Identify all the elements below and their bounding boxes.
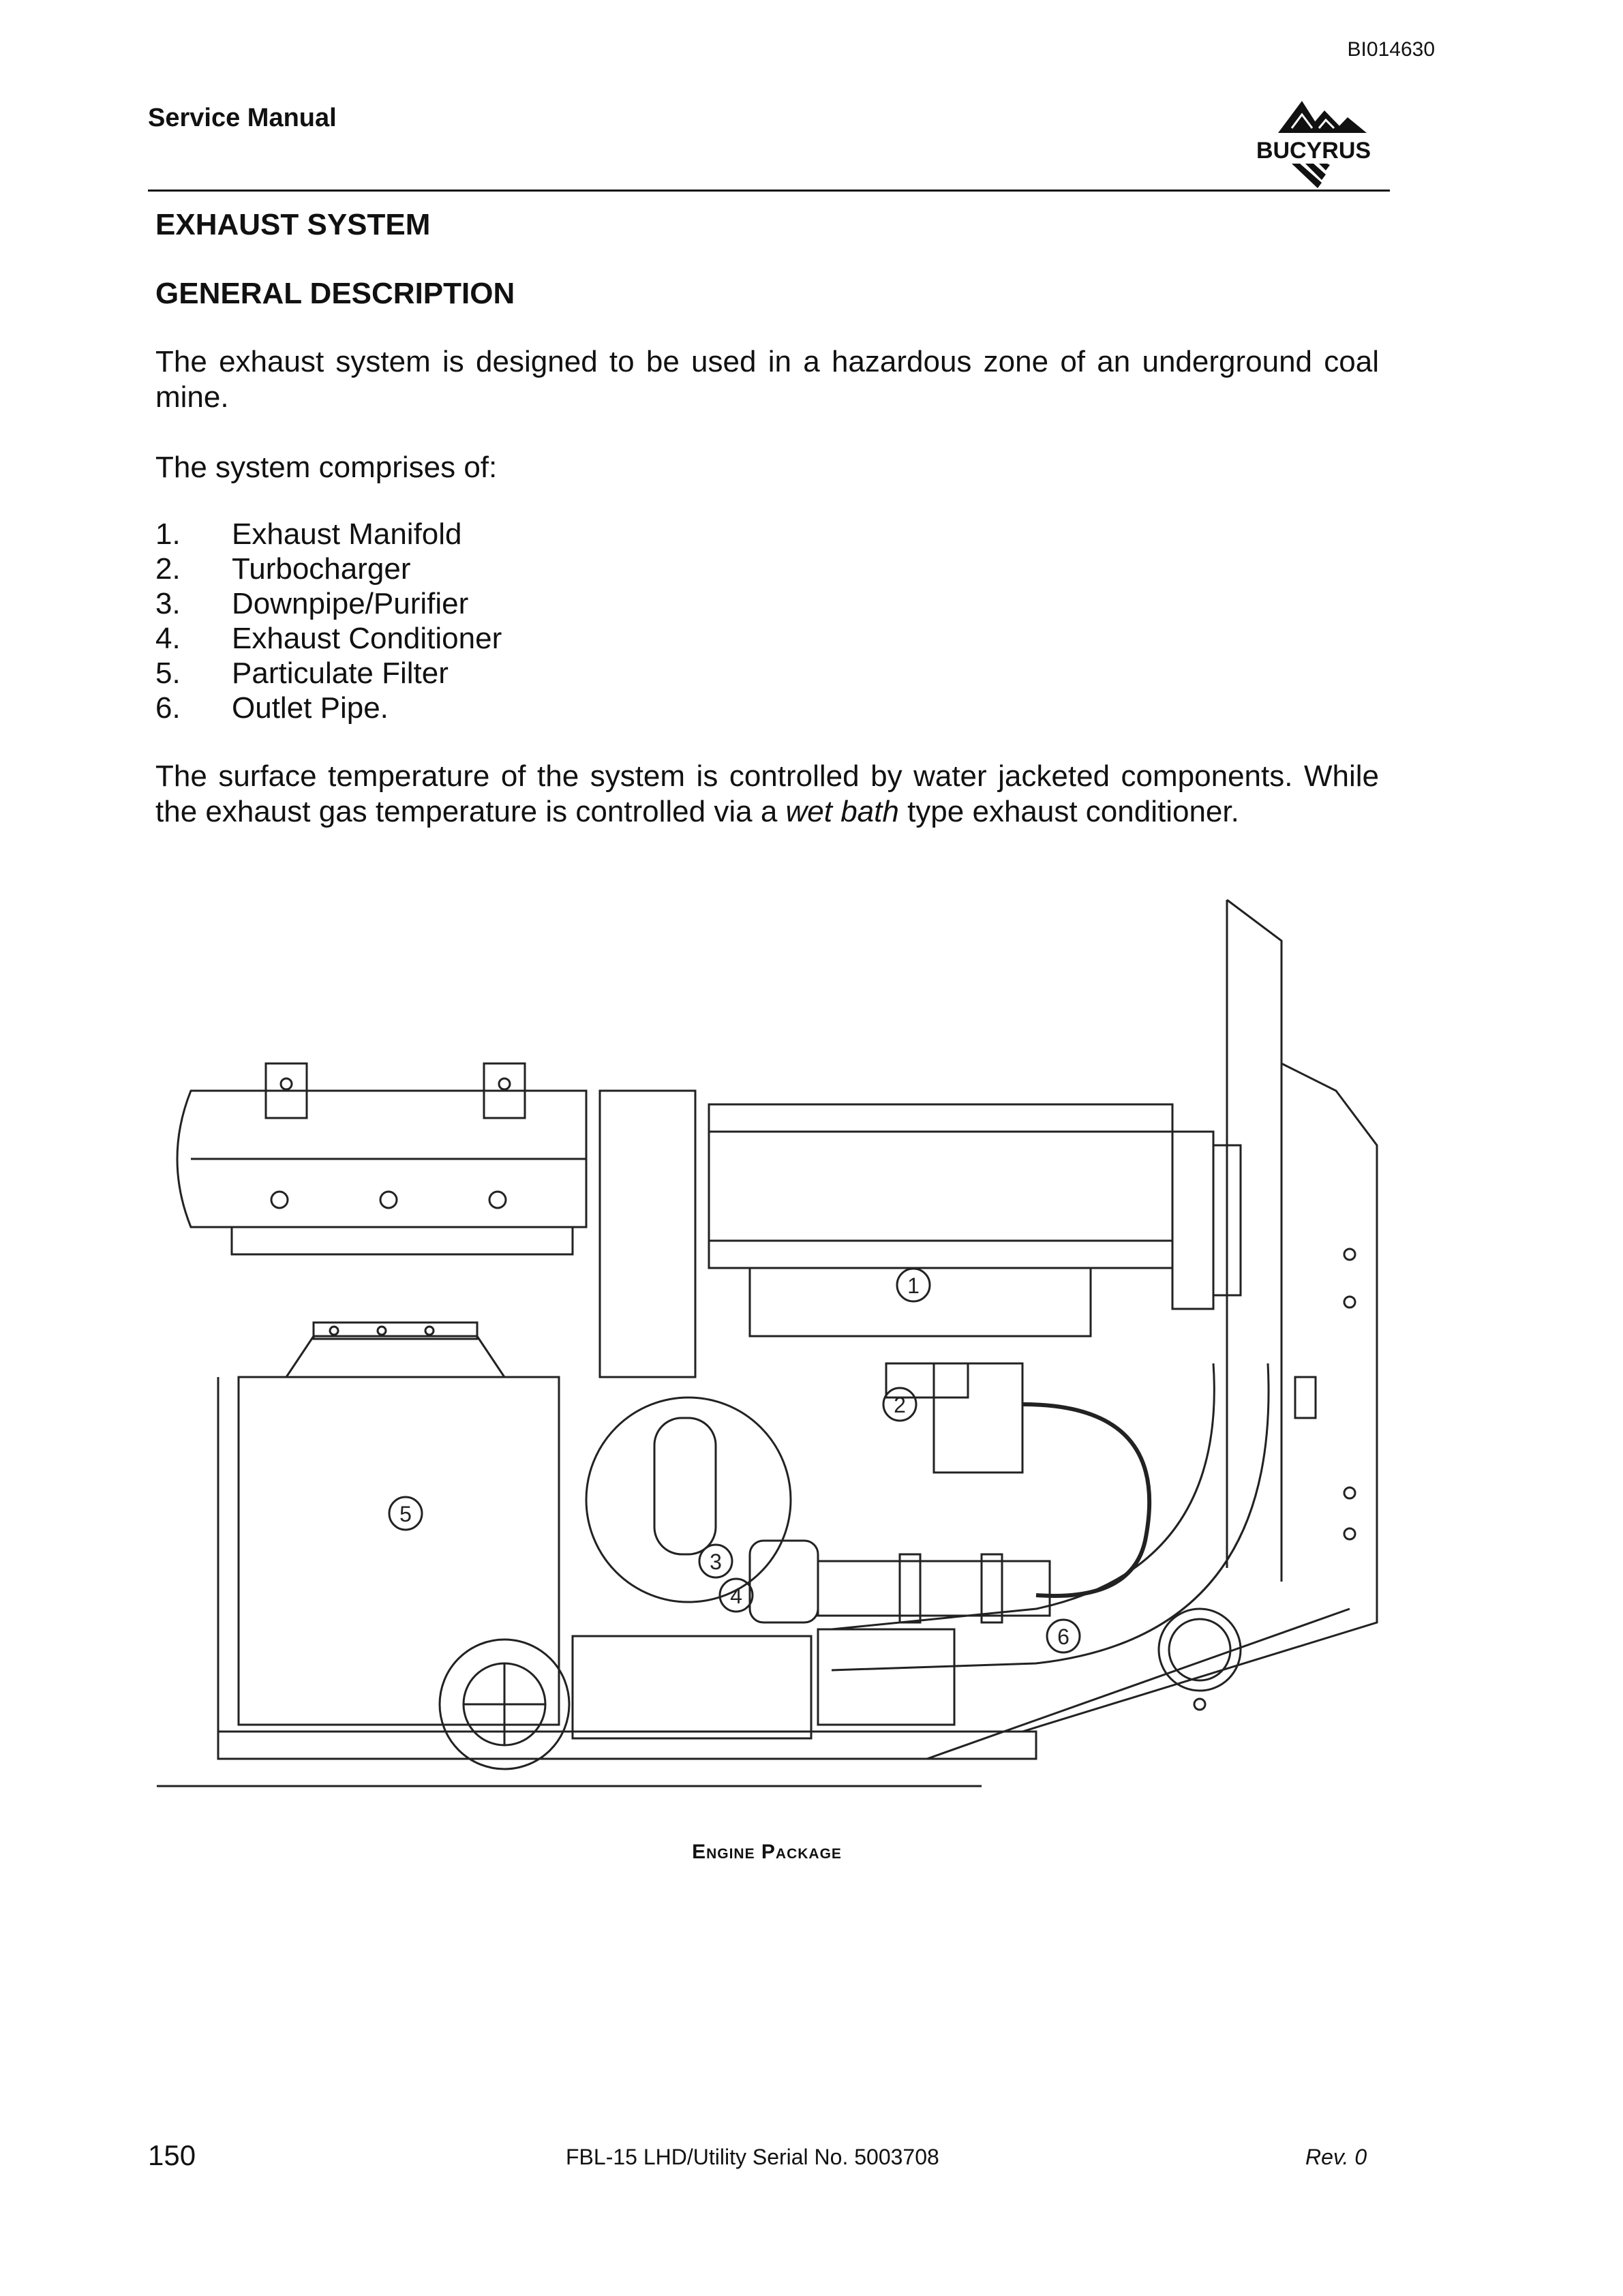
side-guard bbox=[1022, 1063, 1377, 1732]
list-item bbox=[155, 691, 837, 725]
list-label: Downpipe/Purifier bbox=[232, 587, 469, 620]
callout-6: 6 bbox=[1057, 1625, 1070, 1649]
surface-text-end: type exhaust conditioner. bbox=[898, 795, 1239, 828]
bucyrus-logo bbox=[1237, 95, 1391, 191]
list-label: Turbocharger bbox=[232, 552, 411, 586]
callout-5: 5 bbox=[399, 1502, 412, 1526]
figure-caption: Engine Package bbox=[692, 1841, 842, 1863]
list-number: 5. bbox=[155, 656, 181, 690]
base-rail bbox=[218, 1732, 1036, 1759]
engine-block bbox=[709, 1104, 1172, 1268]
manual-title: Service Manual bbox=[148, 104, 337, 132]
subsection-title: GENERAL DESCRIPTION bbox=[155, 277, 515, 310]
pulley bbox=[1172, 1132, 1213, 1309]
comprises-paragraph: The system comprises of: bbox=[155, 451, 498, 484]
callout-3: 3 bbox=[710, 1550, 722, 1574]
surface-temperature-paragraph bbox=[155, 759, 1379, 830]
list-number: 2. bbox=[155, 552, 181, 586]
conditioner-pipe bbox=[818, 1561, 1050, 1616]
list-number: 6. bbox=[155, 691, 181, 725]
exhaust-manifold bbox=[750, 1268, 1091, 1336]
revision-label: Rev. 0 bbox=[1305, 2145, 1367, 2169]
list-item bbox=[155, 621, 837, 656]
page-number: 150 bbox=[148, 2139, 196, 2171]
callout-1: 1 bbox=[907, 1273, 920, 1298]
footer-text: FBL-15 LHD/Utility Serial No. 5003708 bbox=[566, 2145, 939, 2169]
components-list bbox=[155, 517, 837, 725]
surface-text-start: The surface temperature of the system is controlled by water jacketed components. While the exhaust gas temperature is controlled via a bbox=[155, 759, 1379, 828]
list-label: Outlet Pipe. bbox=[232, 691, 389, 725]
list-number: 4. bbox=[155, 622, 181, 655]
turbo-elbow bbox=[1022, 1404, 1149, 1596]
callout-2: 2 bbox=[894, 1393, 906, 1417]
particulate-filter bbox=[239, 1377, 559, 1725]
list-label: Exhaust Conditioner bbox=[232, 622, 502, 655]
stack-outer bbox=[1227, 900, 1281, 1582]
downpipe-purifier bbox=[586, 1398, 791, 1602]
exhaust-conditioner bbox=[750, 1541, 818, 1622]
document-id: BI014630 bbox=[1347, 38, 1435, 61]
engine-end-housing bbox=[600, 1091, 695, 1377]
wet-bath-term: wet bath bbox=[785, 795, 899, 828]
list-number: 3. bbox=[155, 587, 181, 620]
list-label: Exhaust Manifold bbox=[232, 517, 462, 551]
callout-4: 4 bbox=[730, 1584, 742, 1608]
list-item bbox=[155, 517, 837, 552]
frame-outline bbox=[218, 1377, 1350, 1759]
lower-housing bbox=[573, 1636, 811, 1738]
list-item bbox=[155, 656, 837, 691]
list-item bbox=[155, 552, 837, 586]
section-title: EXHAUST SYSTEM bbox=[155, 208, 431, 241]
list-label: Particulate Filter bbox=[232, 656, 449, 690]
list-item bbox=[155, 586, 837, 621]
engine-package-drawing bbox=[150, 886, 1391, 1813]
outlet-pipe-end bbox=[1159, 1609, 1241, 1691]
list-number: 1. bbox=[155, 517, 181, 551]
header-divider bbox=[148, 190, 1390, 192]
intro-paragraph: The exhaust system is designed to be used in a hazardous zone of an underground coal mine. bbox=[155, 345, 1379, 414]
logo-text: BUCYRUS bbox=[1256, 138, 1371, 164]
